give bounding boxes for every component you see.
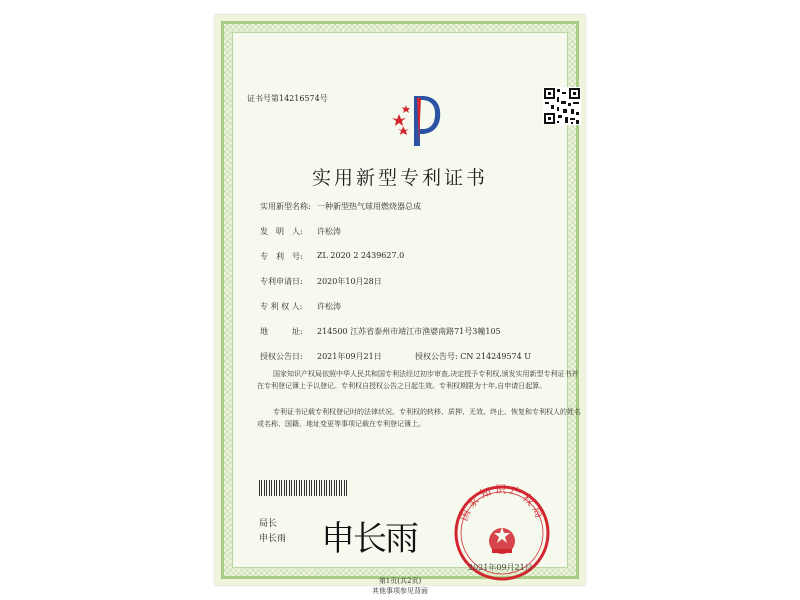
certificate-body — [232, 32, 581, 585]
field-label-inventor: 发 明 人: — [260, 227, 303, 236]
signer-name: 申长雨 — [259, 534, 287, 544]
field-value-name: 一种新型热气球用燃烧器总成 — [317, 202, 421, 211]
field-label-patent-number: 专 利 号: — [260, 252, 303, 261]
footer-note: 其他事项参见背面 — [372, 587, 428, 595]
field-value-inventor: 许松涛 — [317, 227, 341, 236]
announcement-number: 授权公告号: CN 214249574 U — [415, 352, 531, 361]
qr-code-icon — [543, 87, 581, 125]
field-value-patent-number: ZL 2020 2 2439627.0 — [317, 251, 405, 260]
field-value-application-date: 2020年10月28日 — [317, 277, 382, 286]
field-label-patentee: 专 利 权 人: — [260, 302, 303, 311]
decorative-border — [221, 21, 581, 585]
seal-text: 国家知识产权局 — [456, 483, 548, 523]
legal-notice: 专利证书记载专利权登记时的法律状况。专利权的转移、质押、无效、终止、恢复和专利权人的姓名或名称、国籍、地址变更等事项记载在专利登记簿上。 — [257, 408, 581, 428]
document-title: 实用新型专利证书 — [311, 167, 488, 189]
field-label-application-date: 专利申请日: — [260, 277, 303, 286]
handwritten-signature: 申长雨 — [321, 519, 417, 559]
page-number: 第1页(共2页) — [378, 577, 422, 585]
field-label-name: 实用新型名称: — [260, 202, 311, 211]
field-value-grant-date: 2021年09月21日 — [317, 352, 382, 361]
barcode-icon — [259, 480, 349, 496]
seal-date: 2021年09月21日 — [468, 563, 533, 572]
field-value-address: 214500 江苏省泰州市靖江市渔婆南路71号3幢105 — [317, 327, 501, 336]
certificate-document — [215, 15, 585, 595]
field-label-grant-date: 授权公告日: — [260, 352, 303, 361]
svg-text:国家知识产权局 — [457, 483, 547, 523]
field-value-patentee: 许松涛 — [317, 302, 341, 311]
cnipa-logo-icon — [390, 88, 450, 148]
grant-statement: 国家知识产权局依照中华人民共和国专利法经过初步审查,决定授予专利权,颁发实用新型专利证书并在专利登记簿上予以登记。专利权自授权公告之日起生效。专利权期限为十年,自申请日起算。 — [257, 370, 579, 390]
field-label-address: 地 址: — [260, 327, 303, 336]
certificate-number: 证书号第14216574号 — [247, 94, 328, 103]
signer-title: 局长 — [259, 519, 278, 529]
